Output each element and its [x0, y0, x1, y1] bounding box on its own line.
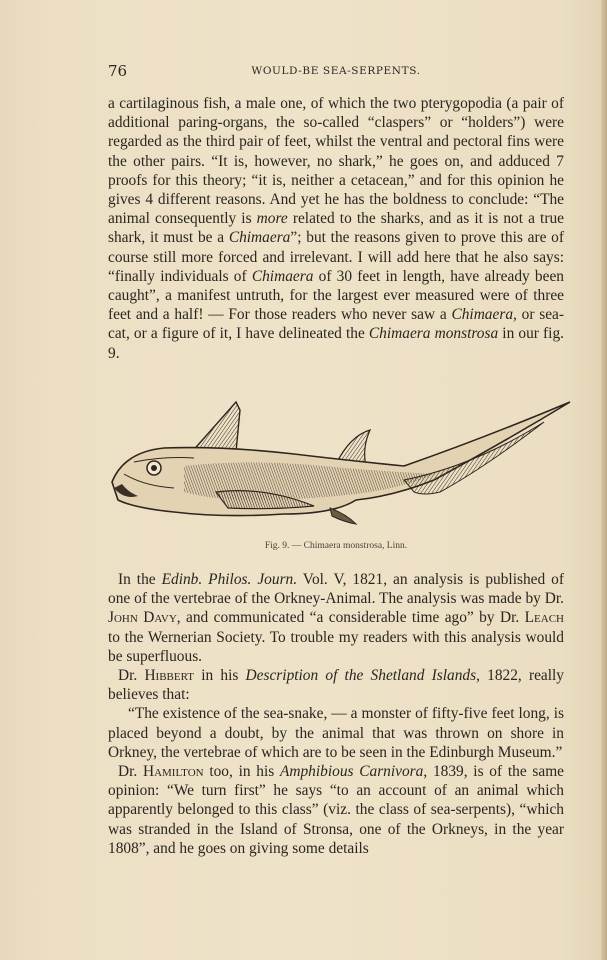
text-run: “The existence of the sea-snake, — a monster of fifty-five feet long, is placed beyond a doubt, by the animal that was thrown on shore in Orkney, the vertebrae of which are to be seen in the Edinburgh Museum.” — [108, 705, 564, 761]
italic-run: Amphibious Carnivora — [279, 763, 424, 781]
text-run: Dr. — [118, 763, 143, 781]
text-run: in our fig. 9. — [108, 325, 564, 362]
page-number: 76 — [108, 62, 128, 80]
small-caps-name: Hibbert — [144, 667, 195, 685]
italic-run: Chimaera — [251, 267, 314, 285]
fish-pupil — [151, 465, 157, 471]
text-run: , and communicated “a considerable time ago” by Dr. — [176, 609, 525, 627]
small-caps-name: John Davy — [108, 609, 177, 627]
text-run: a cartilaginous fish, a male one, of which the two pterygopodia (a pair of additional paring-organs, the so-called “claspers” or “holders”) were regarded as the third pair of feet, whilst the ventral and pectoral fins were the other pairs. “It is, however, no shark,” he goes on, and adduced 7 proofs for this theory; “it is, neither a cetacean,” and for this opinion he gives 4 different reasons. And yet he has the boldness to conclude: “The animal consequently is — [108, 95, 564, 228]
italic-run: Chimaera monstrosa — [368, 325, 499, 343]
clasper — [330, 508, 356, 524]
paragraph-1 — [108, 94, 564, 363]
paragraph-2 — [108, 570, 564, 858]
small-caps-name: Leach — [524, 609, 564, 627]
text-run: Vol. V, 1821, an analysis is published of one of the vertebrae of the Orkney-Animal. The analysis was made by Dr. — [108, 571, 564, 608]
chimaera-illustration — [104, 396, 574, 532]
page-edge — [601, 0, 607, 960]
text-run: of 30 feet in length, have already been caught”, a manifest untruth, for the largest ever measured were of three feet and a half! — For those readers who never saw a — [108, 267, 564, 324]
page-header — [108, 62, 564, 82]
text-run: too, in his — [203, 763, 280, 781]
text-run: , or sea-cat, or a figure of it, I have delineated the — [108, 306, 564, 343]
text-run: , 1839, is of the same opinion: “We turn first” he says “to an account of an animal which apparently belonged to this class” (viz. the class of sea-serpents), “which was stranded in the Island of Stronsa, one of the Orkneys, in the year 1808”, and he goes on giving some details — [108, 763, 565, 857]
fish-body — [112, 402, 570, 516]
text-run: to the Wernerian Society. To trouble my readers with this analysis would be superfluous. — [108, 628, 564, 665]
text-run: Dr. — [118, 667, 145, 685]
text-run: ”; but the reasons given to prove this are of course still more forced and irrelevant. I will add here that he also says: “finally individuals of — [108, 229, 564, 285]
italic-run: Chimaera — [228, 229, 291, 247]
text-run: In the — [118, 571, 162, 588]
dorsal-fin — [190, 402, 240, 454]
italic-run: more — [256, 210, 288, 228]
text-run: related to the sharks, and as it is not a true shark, it must be a — [108, 210, 564, 247]
figure-caption: Fig. 9. — Chimaera monstrosa, Linn. — [264, 541, 408, 551]
text-run: , 1822, really believes that: — [108, 667, 564, 704]
small-caps-name: Hamilton — [142, 763, 204, 781]
running-head: WOULD-BE SEA-SERPENTS. — [251, 65, 421, 77]
italic-run: Description of the Shetland Islands — [245, 667, 477, 685]
quotation — [108, 704, 564, 762]
text-run: in his — [194, 667, 246, 685]
italic-run: Chimaera — [451, 306, 514, 324]
italic-run: Edinb. Philos. Journ. — [161, 571, 298, 588]
